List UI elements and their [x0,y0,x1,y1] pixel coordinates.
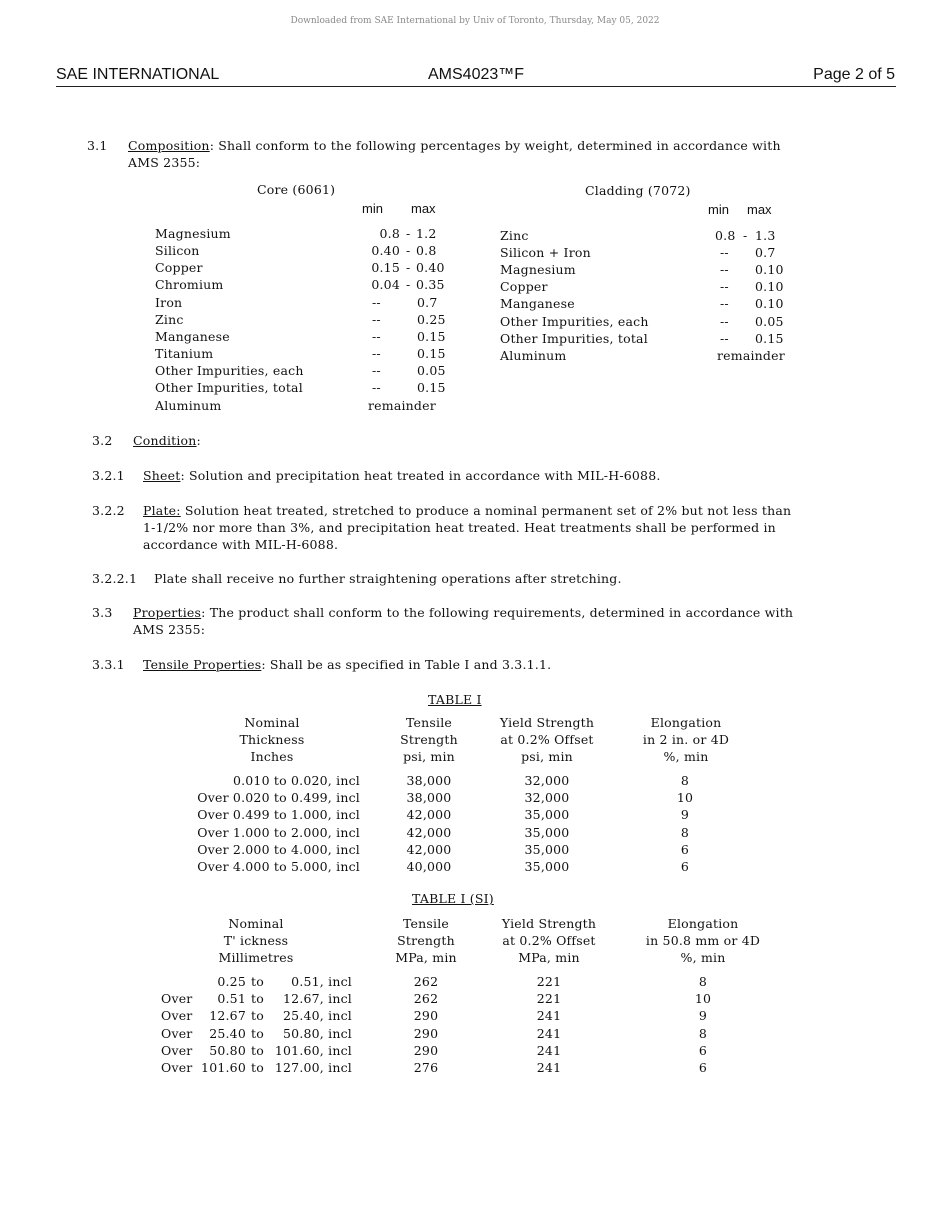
header-doc-id: AMS4023™F [428,66,525,83]
header-rule [56,86,896,87]
table1si-tensile-cell: 290 [413,1025,439,1041]
table1si-over-cell: Over [161,991,193,1007]
cladding-min: -- [720,296,729,312]
core-max: 0.15 [417,380,446,396]
table1-yield-cell: 32,000 [524,790,570,806]
section-3-1-number: 3.1 [87,138,108,153]
section-3-2-1-title: Sheet [143,468,181,483]
table1si-from-cell: 25.40 [209,1025,246,1041]
table1si-header-cell: MPa, min [395,950,457,965]
section-3-2-2-line1 [143,503,791,518]
table1si-yield-cell: 241 [536,1008,562,1024]
table1si-from-cell: 0.51 [217,991,246,1007]
table1si-header-cell: Tensile [402,916,450,931]
table1-tensile-cell: 42,000 [406,824,452,840]
table1-tensile-cell: 42,000 [406,807,452,823]
table1si-yield-cell: 241 [536,1042,562,1058]
section-3-3-1-title: Tensile Properties [143,657,262,672]
cladding-element: Manganese [500,296,575,312]
core-max: 0.15 [417,346,446,362]
core-min: -- [372,328,381,344]
table1si-to-cell: to [251,1025,264,1041]
cladding-max-label: max [747,202,772,217]
core-element: Magnesium [155,226,231,241]
table1si-to-cell: to [251,1042,264,1058]
core-max: 0.7 [417,294,438,310]
table1si-to-cell: to [251,991,264,1007]
table1-elong-cell: 6 [680,859,690,874]
table1si-tensile-cell: 262 [413,991,439,1007]
table1-elong-cell: 9 [680,807,690,823]
section-3-2-1-text: : Solution and precipitation heat treated in accordance with MIL-H-6088. [180,468,661,483]
table1-header-cell: Inches [250,749,294,764]
table1-yield-cell: 35,000 [524,824,570,840]
table1si-to-cell: to [251,1008,264,1024]
table1-title [428,692,482,707]
cladding-element: Silicon + Iron [500,245,591,261]
cladding-dash: - [743,228,748,243]
core-max: 0.15 [417,328,446,344]
table1-range-cell: 0.010 to 0.020, incl [232,773,360,788]
table1si-yield-cell: 221 [536,974,562,989]
section-3-1-text: : Shall conform to the following percentages by weight, determined in accordance with [209,138,781,153]
table1si-title-text: TABLE I (SI) [412,891,494,906]
section-3-1-line2: AMS 2355: [128,155,201,170]
table1-elong-cell: 8 [680,824,690,840]
table1si-elong-cell: 6 [698,1060,708,1075]
table1si-header-cell: Strength [397,933,455,948]
cladding-max: 0.05 [755,313,784,329]
table1si-upto-cell: 101.60, incl [274,1042,352,1058]
core-max: 0.05 [417,363,446,379]
section-3-2-1-number: 3.2.1 [92,468,125,483]
cladding-min-label: min [708,202,729,217]
table1-header-cell: %, min [663,749,709,764]
table1-header-cell: psi, min [403,749,455,764]
table1-tensile-cell: 38,000 [406,773,452,788]
download-note: Downloaded from SAE International by Univ of Toronto, Thursday, May 05, 2022 [290,16,660,26]
cladding-min: -- [720,330,729,346]
table1si-elong-cell: 8 [698,974,708,989]
table1si-yield-cell: 221 [536,991,562,1007]
core-element: Other Impurities, each [155,363,304,379]
table1si-elong-cell: 9 [698,1008,708,1024]
table1-range-cell: Over 0.020 to 0.499, incl [197,790,360,806]
core-max: 0.25 [417,311,446,327]
table1si-elong-cell: 10 [694,991,712,1007]
core-dash: - [406,226,411,241]
cladding-max: 0.10 [755,262,784,278]
cladding-min: 0.8 [715,228,736,243]
cladding-min: -- [720,245,729,261]
table1si-header-cell: MPa, min [518,950,580,965]
core-min-label: min [362,201,383,216]
section-3-3-title: Properties [133,605,202,620]
section-3-2-2-number: 3.2.2 [92,503,125,518]
table1-yield-cell: 35,000 [524,807,570,823]
table1si-yield-cell: 241 [536,1025,562,1041]
section-3-2-2-1-text: Plate shall receive no further straightening operations after stretching. [154,571,622,586]
core-element: Iron [155,294,183,310]
table1-elong-cell: 6 [680,841,690,857]
cladding-max: 0.10 [755,296,784,312]
table1si-elong-cell: 8 [698,1025,708,1041]
table1si-to-cell: to [251,1060,264,1075]
cladding-min: -- [720,262,729,278]
core-element: Other Impurities, total [155,380,303,396]
core-max: 0.8 [416,243,437,259]
table1si-yield-cell: 241 [536,1060,562,1075]
table1-header-cell: psi, min [521,749,573,764]
table1si-tensile-cell: 290 [413,1008,439,1024]
core-max: 0.35 [416,277,445,293]
table1si-header-cell: in 50.8 mm or 4D [645,933,761,948]
cladding-min: -- [720,279,729,295]
core-element: Aluminum [155,397,222,413]
table1si-over-cell: Over [161,1042,193,1058]
table1-header-cell: Thickness [239,732,305,747]
core-max-label: max [411,201,436,216]
core-min: -- [372,311,381,327]
section-3-3-number: 3.3 [92,605,113,620]
section-3-2-2-text: Solution heat treated, stretched to produce a nominal permanent set of 2% but not less than [180,503,792,518]
table1-title-text: TABLE I [428,692,482,707]
cladding-max: 0.15 [755,330,784,346]
table1-tensile-cell: 40,000 [406,859,452,874]
section-3-2-text: : [196,433,201,448]
core-max: 0.40 [416,260,445,276]
core-title: Core (6061) [257,182,336,197]
section-3-3-1-line [143,657,551,672]
header-page-number: Page 2 of 5 [813,66,895,83]
table1si-tensile-cell: 262 [413,974,439,989]
core-element: Titanium [155,346,214,362]
table1si-upto-cell: 127.00, incl [274,1060,352,1075]
table1si-header-cell: Nominal [228,916,284,931]
table1si-from-cell: 101.60 [201,1060,246,1075]
cladding-element: Other Impurities, total [500,330,648,346]
core-max: 1.2 [416,226,437,241]
section-3-3-line1 [133,605,793,620]
table1si-header-cell: Elongation [667,916,739,931]
cladding-element: Aluminum [500,347,567,363]
header-org: SAE INTERNATIONAL [56,66,220,83]
table1si-elong-cell: 6 [698,1042,708,1058]
core-element: Copper [155,260,203,276]
table1si-upto-cell: 50.80, incl [283,1025,352,1041]
cladding-max: 0.7 [755,245,776,261]
table1-header-cell: Nominal [244,715,300,730]
table1-range-cell: Over 1.000 to 2.000, incl [197,824,360,840]
core-dash: - [406,243,411,259]
cladding-min: -- [720,313,729,329]
table1si-tensile-cell: 290 [413,1042,439,1058]
section-3-2-2-line3: accordance with MIL-H-6088. [143,537,339,552]
cladding-element: Other Impurities, each [500,313,649,329]
table1si-upto-cell: 0.51, incl [291,974,352,989]
table1-header-cell: Tensile [405,715,453,730]
cladding-max: 0.10 [755,279,784,295]
core-remainder: remainder [368,397,436,413]
table1-yield-cell: 35,000 [524,841,570,857]
table1-tensile-cell: 38,000 [406,790,452,806]
section-3-2-1-line [143,468,661,483]
table1-header-cell: Elongation [650,715,722,730]
cladding-element: Zinc [500,228,529,243]
table1si-header-cell: %, min [680,950,726,965]
table1si-header-cell: Yield Strength [501,916,597,931]
core-element: Chromium [155,277,224,293]
cladding-element: Copper [500,279,548,295]
table1-yield-cell: 35,000 [524,859,570,874]
core-dash: - [406,277,411,293]
cladding-remainder: remainder [717,347,785,363]
cladding-title: Cladding (7072) [585,183,691,198]
table1si-header-cell: T' ickness [223,933,289,948]
table1-header-cell: at 0.2% Offset [500,732,594,747]
table1si-header-cell: at 0.2% Offset [502,933,596,948]
section-3-3-line2: AMS 2355: [133,622,206,637]
core-min: -- [372,380,381,396]
table1-tensile-cell: 42,000 [406,841,452,857]
table1si-from-cell: 50.80 [209,1042,246,1058]
table1si-from-cell: 0.25 [217,974,246,989]
section-3-2-title: Condition [133,433,197,448]
core-element: Zinc [155,311,184,327]
core-min: 0.04 [371,277,400,293]
table1si-over-cell: Over [161,1025,193,1041]
table1si-from-cell: 12.67 [209,1008,246,1024]
section-3-1-line1 [128,138,781,153]
table1-yield-cell: 32,000 [524,773,570,788]
table1-range-cell: Over 2.000 to 4.000, incl [197,841,360,857]
table1-elong-cell: 8 [680,773,690,788]
cladding-max: 1.3 [755,228,776,243]
table1-elong-cell: 10 [676,790,694,806]
core-dash: - [406,260,411,276]
section-3-2-2-1-number: 3.2.2.1 [92,571,138,586]
core-min: -- [372,294,381,310]
section-3-2-2-title: Plate: [143,503,181,518]
table1si-upto-cell: 12.67, incl [283,991,352,1007]
table1-header-cell: Yield Strength [499,715,595,730]
table1si-over-cell: Over [161,1008,193,1024]
table1-header-cell: in 2 in. or 4D [642,732,730,747]
cladding-element: Magnesium [500,262,576,278]
table1-range-cell: Over 4.000 to 5.000, incl [197,859,360,874]
section-3-3-1-text: : Shall be as specified in Table I and 3.3.1.1. [261,657,552,672]
core-min: 0.40 [371,243,400,259]
core-min: 0.8 [379,226,400,241]
core-element: Manganese [155,328,230,344]
table1si-header-cell: Millimetres [218,950,294,965]
section-3-2-number: 3.2 [92,433,113,448]
core-element: Silicon [155,243,200,259]
table1si-upto-cell: 25.40, incl [283,1008,352,1024]
section-3-2-line [133,433,201,448]
core-min: -- [372,346,381,362]
table1si-to-cell: to [251,974,264,989]
section-3-3-1-number: 3.3.1 [92,657,125,672]
table1si-over-cell: Over [161,1060,193,1075]
table1-header-cell: Strength [400,732,458,747]
section-3-1-title: Composition [128,138,210,153]
core-min: -- [372,363,381,379]
section-3-3-text: : The product shall conform to the following requirements, determined in accordance with [201,605,794,620]
core-min: 0.15 [371,260,400,276]
section-3-2-2-line2: 1-1/2% nor more than 3%, and precipitation heat treated. Heat treatments shall be performed in [143,520,776,535]
table1si-title [412,891,494,906]
table1si-tensile-cell: 276 [413,1060,439,1075]
table1-range-cell: Over 0.499 to 1.000, incl [197,807,360,823]
